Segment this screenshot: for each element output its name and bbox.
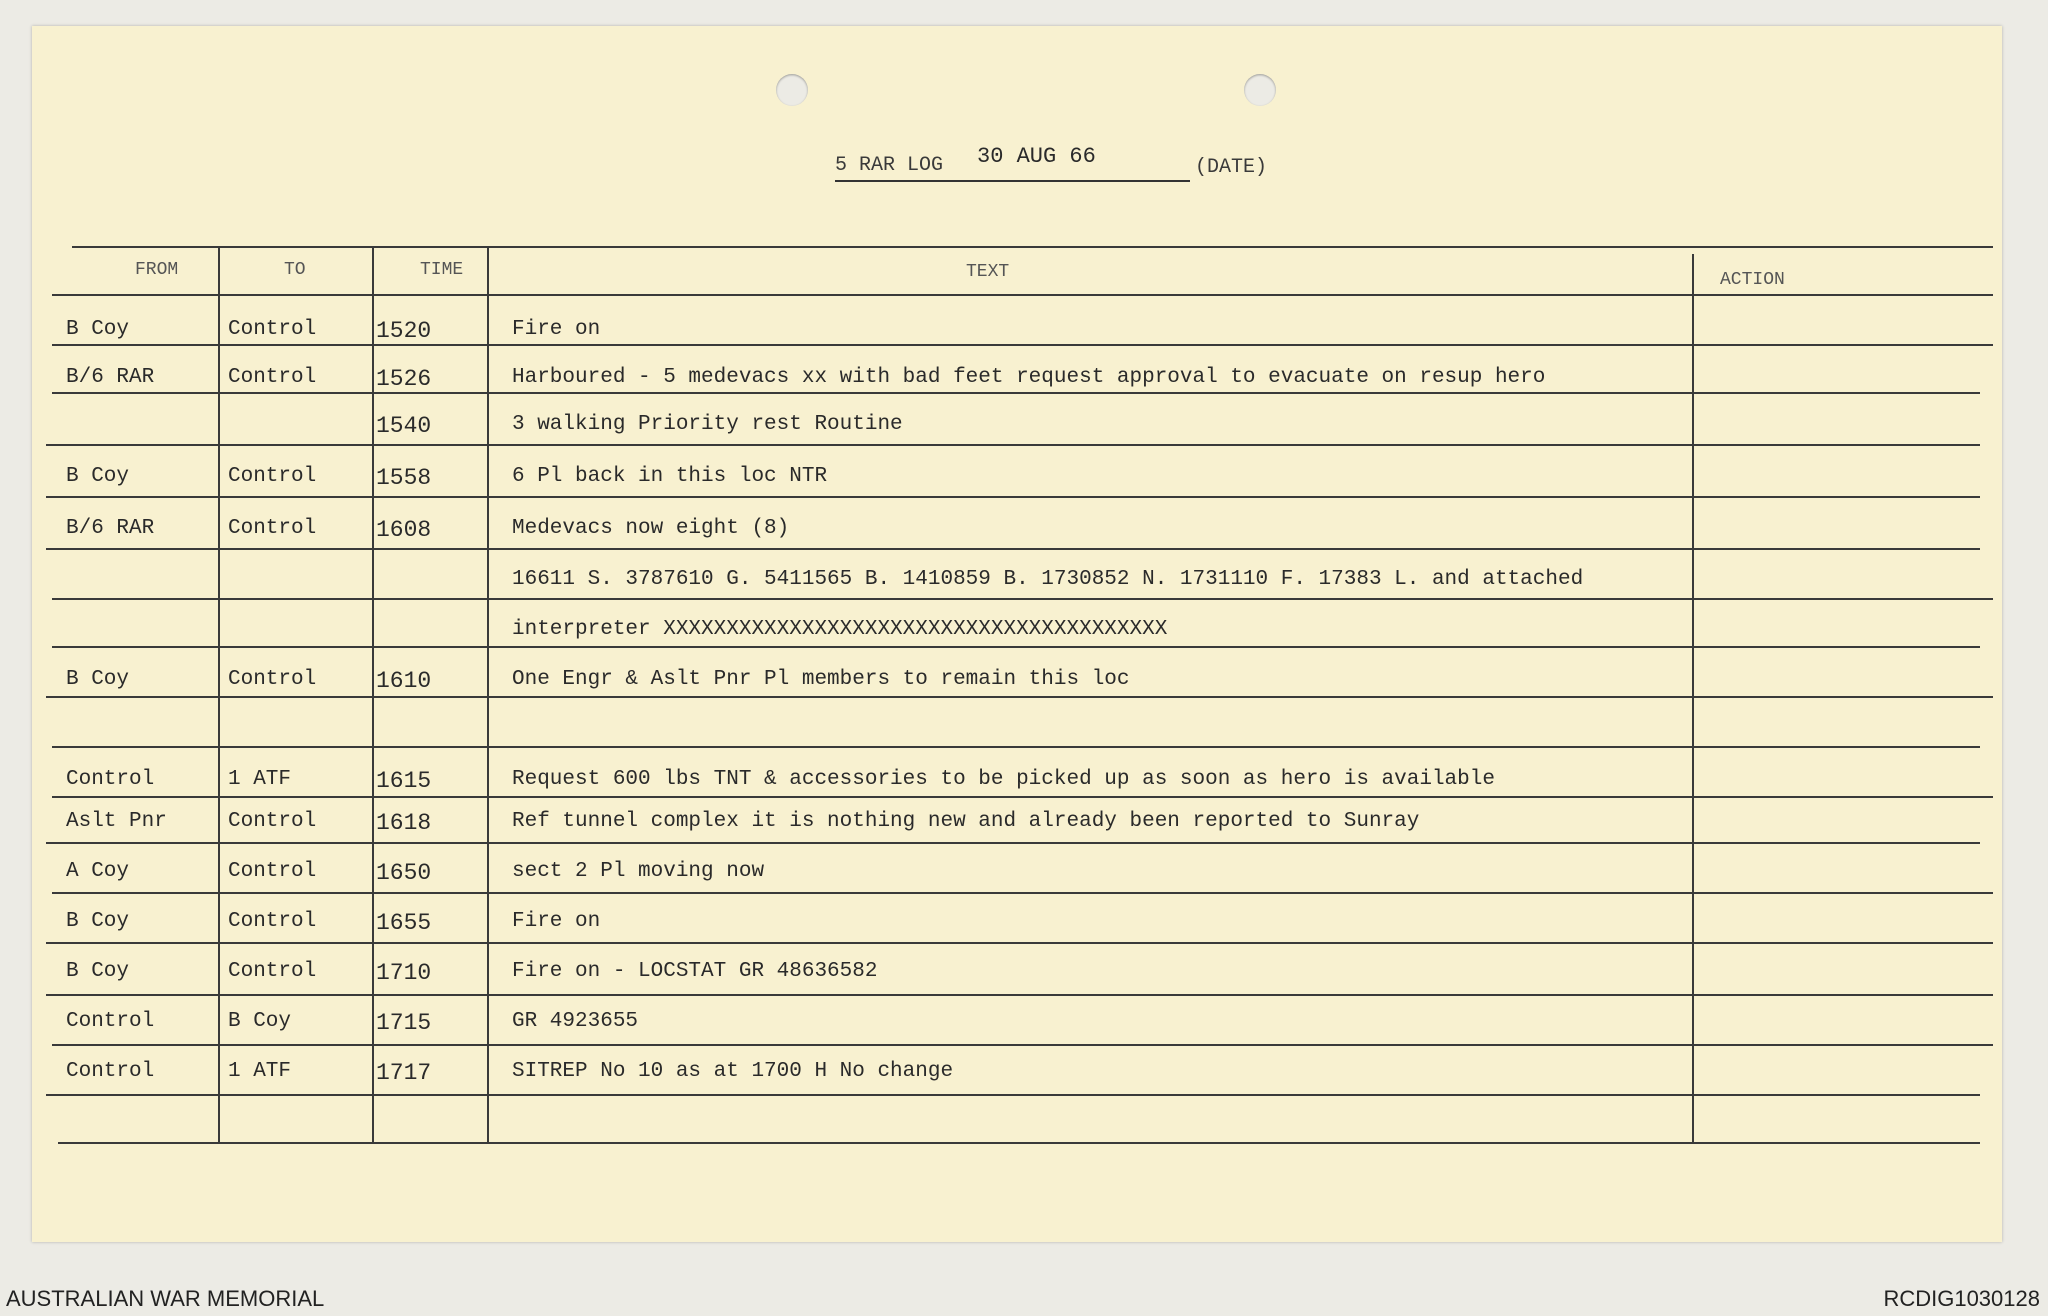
cell-to: Control <box>228 517 317 540</box>
cell-to: Control <box>228 366 317 389</box>
column-header-to: TO <box>284 260 306 280</box>
cell-to: Control <box>228 910 317 933</box>
cell-text: interpreter XXXXXXXXXXXXXXXXXXXXXXXXXXXXXXXXXXXXXXXX <box>512 618 1168 641</box>
cell-time: 1610 <box>376 668 432 694</box>
column-divider <box>218 246 220 1142</box>
row-divider <box>72 246 1993 248</box>
cell-from: B/6 RAR <box>66 517 155 540</box>
log-date: 30 AUG 66 <box>977 144 1096 169</box>
date-label: (DATE) <box>1195 156 1268 179</box>
cell-from: A Coy <box>66 860 130 883</box>
row-divider <box>46 1094 1980 1096</box>
cell-from: B Coy <box>66 318 130 341</box>
cell-text: One Engr & Aslt Pnr Pl members to remain this loc <box>512 668 1130 691</box>
row-divider <box>46 444 1980 446</box>
row-divider <box>52 1044 1993 1046</box>
cell-time: 1650 <box>376 860 432 886</box>
row-divider <box>52 892 1993 894</box>
row-divider <box>46 942 1993 944</box>
cell-to: B Coy <box>228 1010 292 1033</box>
cell-to: 1 ATF <box>228 1060 292 1083</box>
cell-to: Control <box>228 860 317 883</box>
column-divider <box>1692 254 1694 1142</box>
cell-time: 1608 <box>376 517 432 543</box>
cell-time: 1526 <box>376 366 432 392</box>
cell-from: Control <box>66 1010 155 1033</box>
cell-time: 1717 <box>376 1060 432 1086</box>
cell-text: 16611 S. 3787610 G. 5411565 B. 1410859 B. 1730852 N. 1731110 F. 17383 L. and attached <box>512 568 1584 591</box>
cell-text: GR 4923655 <box>512 1010 639 1033</box>
cell-text: 6 Pl back in this loc NTR <box>512 465 828 488</box>
cell-to: Control <box>228 465 317 488</box>
column-header-action: ACTION <box>1720 270 1785 290</box>
row-divider <box>46 548 1980 550</box>
cell-text: SITREP No 10 as at 1700 H No change <box>512 1060 954 1083</box>
row-divider <box>58 1142 1980 1144</box>
row-divider <box>52 598 1993 600</box>
row-divider <box>52 746 1980 748</box>
row-divider <box>52 294 1993 296</box>
row-divider <box>46 496 1980 498</box>
cell-from: Aslt Pnr <box>66 810 167 833</box>
cell-text: Fire on - LOCSTAT GR 48636582 <box>512 960 878 983</box>
column-header-time: TIME <box>420 260 464 280</box>
cell-time: 1520 <box>376 318 432 344</box>
row-divider <box>52 646 1980 648</box>
cell-from: B Coy <box>66 668 130 691</box>
cell-text: Harboured - 5 medevacs xx with bad feet request approval to evacuate on resup hero <box>512 366 1546 389</box>
row-divider <box>46 696 1993 698</box>
institution-credit: AUSTRALIAN WAR MEMORIAL <box>6 1286 325 1311</box>
cell-time: 1540 <box>376 413 432 439</box>
cell-time: 1655 <box>376 910 432 936</box>
cell-time: 1558 <box>376 465 432 491</box>
item-id: RCDIG1030128 <box>1883 1286 2040 1311</box>
cell-time: 1615 <box>376 768 432 794</box>
column-header-from: FROM <box>135 260 179 280</box>
cell-text: 3 walking Priority rest Routine <box>512 413 903 436</box>
column-header-text: TEXT <box>966 262 1010 282</box>
cell-to: 1 ATF <box>228 768 292 791</box>
cell-to: Control <box>228 810 317 833</box>
row-divider <box>52 344 1993 346</box>
row-divider <box>52 392 1980 394</box>
cell-time: 1618 <box>376 810 432 836</box>
cell-time: 1715 <box>376 1010 432 1036</box>
row-divider <box>52 796 1993 798</box>
cell-text: sect 2 Pl moving now <box>512 860 765 883</box>
cell-text: Ref tunnel complex it is nothing new and already been reported to Sunray <box>512 810 1420 833</box>
log-name: 5 RAR LOG <box>835 154 944 177</box>
cell-from: B Coy <box>66 960 130 983</box>
cell-from: B/6 RAR <box>66 366 155 389</box>
column-divider <box>372 246 374 1142</box>
cell-to: Control <box>228 318 317 341</box>
cell-from: Control <box>66 1060 155 1083</box>
cell-text: Fire on <box>512 910 601 933</box>
column-divider <box>487 246 489 1142</box>
cell-text: Request 600 lbs TNT & accessories to be picked up as soon as hero is available <box>512 768 1495 791</box>
row-divider <box>46 994 1993 996</box>
cell-from: B Coy <box>66 910 130 933</box>
cell-text: Medevacs now eight (8) <box>512 517 790 540</box>
cell-from: B Coy <box>66 465 130 488</box>
cell-text: Fire on <box>512 318 601 341</box>
cell-from: Control <box>66 768 155 791</box>
cell-to: Control <box>228 668 317 691</box>
row-divider <box>46 842 1980 844</box>
cell-to: Control <box>228 960 317 983</box>
cell-time: 1710 <box>376 960 432 986</box>
